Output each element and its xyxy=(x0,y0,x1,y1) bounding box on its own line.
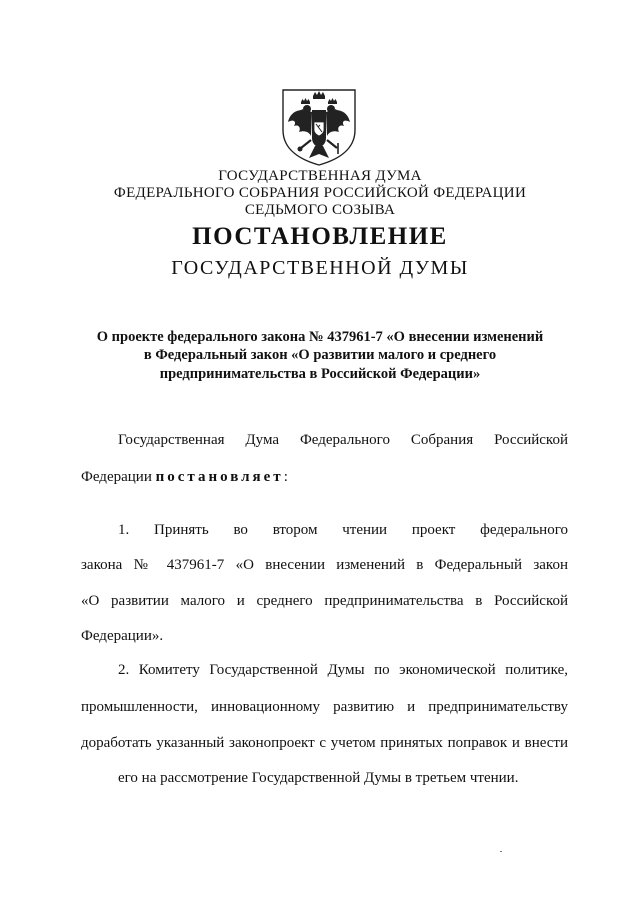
item-2-line-1: 2. Комитету Государственной Думы по экономической политике, xyxy=(118,662,568,678)
document-issuer: ГОСУДАРСТВЕННОЙ ДУМЫ xyxy=(171,257,469,279)
header-line-1: ГОСУДАРСТВЕННАЯ ДУМА xyxy=(218,168,422,184)
coat-of-arms-icon xyxy=(279,88,359,166)
item-2-line-3: доработать указанный законопроект с учетом принятых поправок и внести xyxy=(81,735,568,751)
page-mark xyxy=(500,851,502,852)
item-2-line-2: промышленности, инновационному развитию и предпринимательству xyxy=(81,699,568,715)
subject-line-2: в Федеральный закон «О развитии малого и среднего xyxy=(143,347,497,363)
subject-line-3: предпринимательства в Российской Федерации» xyxy=(159,366,481,382)
item-1-line-4: Федерации». xyxy=(81,628,164,644)
preamble-text: Федерации xyxy=(81,469,156,485)
header-line-3: СЕДЬМОГО СОЗЫВА xyxy=(244,202,396,218)
document-type-title: ПОСТАНОВЛЕНИЕ xyxy=(192,223,448,250)
item-1-line-3: «О развитии малого и среднего предпринимательства в Российской xyxy=(81,593,568,609)
item-1-line-2: закона № 437961-7 «О внесении изменений в Федеральный закон xyxy=(81,557,568,573)
subject-line-1: О проекте федерального закона № 437961-7 «О внесении изменений xyxy=(96,329,544,345)
item-2-line-4: его на рассмотрение Государственной Думы в третьем чтении. xyxy=(118,770,519,786)
item-1-line-1: 1. Принять во втором чтении проект федерального xyxy=(118,522,568,538)
preamble-line-1: Государственная Дума Федерального Собрания Российской xyxy=(118,432,568,448)
preamble-colon: : xyxy=(283,469,288,485)
preamble-line-2 xyxy=(81,469,568,486)
resolves-word: постановляет xyxy=(155,469,284,485)
header-line-2: ФЕДЕРАЛЬНОГО СОБРАНИЯ РОССИЙСКОЙ ФЕДЕРАЦИИ xyxy=(113,185,527,201)
